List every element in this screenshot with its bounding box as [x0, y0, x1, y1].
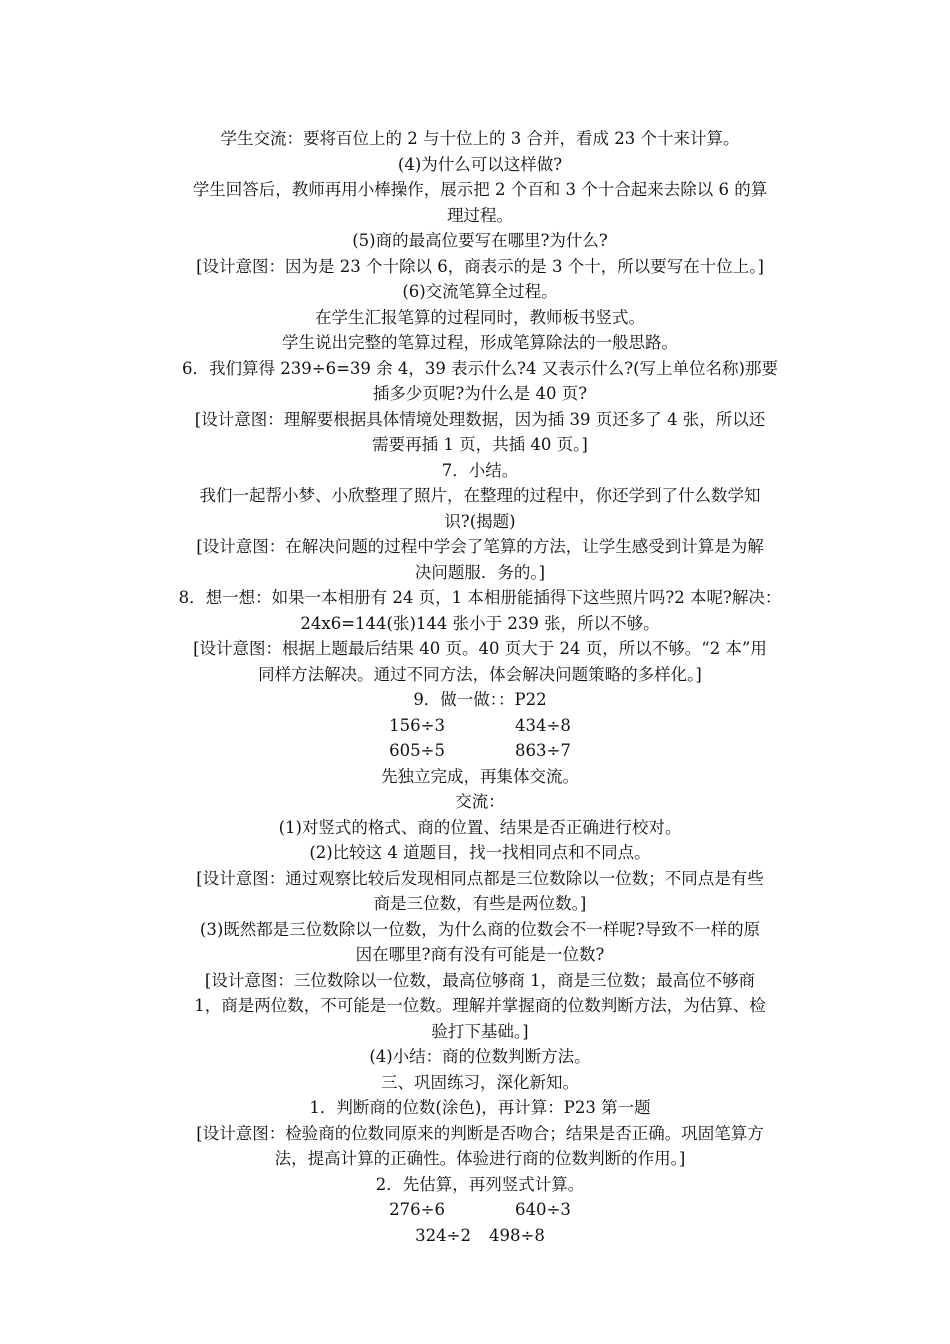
text-line: 学生回答后，教师再用小棒操作，展示把 2 个百和 3 个十合起来去除以 6 的算: [192, 180, 768, 199]
text-line: (2)比较这 4 道题目，找一找相同点和不同点。: [309, 843, 651, 862]
design-intent-line: 需要再插 1 页，共插 40 页。]: [372, 435, 588, 454]
exercise-row: [140, 738, 820, 764]
design-intent-line: 验打下基础。]: [431, 1021, 529, 1041]
exercise-item: 156÷3: [389, 715, 445, 735]
text-line: 在学生汇报笔算的过程同时，教师板书竖式。: [315, 307, 645, 327]
exercise-item: 640÷3: [515, 1200, 571, 1219]
design-intent-line: [设计意图：在解决问题的过程中学会了笔算的方法，让学生感受到计算是为解: [196, 537, 764, 556]
text-line: 识?(揭题): [444, 511, 516, 531]
exercise-item: 498÷8: [489, 1225, 545, 1245]
design-intent-line: [设计意图：通过观察比较后发现相同点都是三位数除以一位数；不同点是有些: [196, 868, 764, 888]
design-intent-line: 同样方法解决。通过不同方法，体会解决问题策略的多样化。]: [258, 664, 702, 684]
text-line: 因在哪里?商有没有可能是一位数?: [355, 945, 605, 964]
exercise-item: 434÷8: [515, 715, 571, 735]
section-heading: 9．做一做：：P22: [413, 690, 547, 709]
exercise-row: [140, 1223, 820, 1249]
text-line: 学生交流：要将百位上的 2 与十位上的 3 合并，看成 23 个十来计算。: [220, 129, 740, 148]
design-intent-line: 决问题服．务的。]: [414, 562, 546, 582]
section-heading: 三、巩固练习，深化新知。: [381, 1072, 579, 1092]
text-line: 8．想一想：如果一本相册有 24 页，1 本相册能插得下这些照片吗?2 本呢?解决：: [178, 588, 782, 607]
text-line: 我们一起帮小梦、小欣整理了照片，在整理的过程中，你还学到了什么数学知: [199, 486, 761, 505]
exercise-item: 605÷5: [389, 741, 445, 760]
text-line: (1)对竖式的格式、商的位置、结果是否正确进行校对。: [278, 817, 682, 837]
section-heading: 7．小结。: [441, 460, 519, 480]
text-line: 先独立完成，再集体交流。: [381, 766, 579, 786]
document-body: [140, 126, 820, 1248]
design-intent-line: [设计意图：因为是 23 个十除以 6，商表示的是 3 个十，所以要写在十位上。]: [196, 256, 764, 276]
text-line: 1．判断商的位数(涂色)，再计算：P23 第一题: [309, 1098, 651, 1117]
design-intent-line: 商是三位数，有些是两位数。]: [373, 894, 587, 913]
exercise-item: 863÷7: [515, 741, 571, 760]
design-intent-line: 法，提高计算的正确性。体验进行商的位数判断的作用。]: [274, 1149, 686, 1168]
text-line: (6)交流笔算全过程。: [402, 282, 558, 301]
text-line: 插多少页呢?为什么是 40 页?: [372, 384, 588, 403]
text-line: (5)商的最高位要写在哪里?为什么?: [352, 231, 608, 250]
design-intent-line: [设计意图：根据上题最后结果 40 页。40 页大于 24 页，所以不够。“2 本”用: [193, 639, 767, 658]
text-line: 6．我们算得 239÷6=39 余 4，39 表示什么?4 又表示什么?(写上单位名称)那要: [182, 358, 778, 378]
text-line: (4)为什么可以这样做?: [397, 154, 563, 174]
design-intent-line: [设计意图：理解要根据具体情境处理数据，因为插 39 页还多了 4 张，所以还: [194, 409, 766, 429]
exercise-item: 324÷2: [415, 1225, 471, 1245]
text-line: 理过程。: [447, 205, 513, 225]
text-line: 2．先估算，再列竖式计算。: [375, 1174, 585, 1194]
design-intent-line: [设计意图：三位数除以一位数，最高位够商 1，商是三位数；最高位不够商: [204, 970, 756, 990]
exercise-row: [140, 713, 820, 739]
text-line: (3)既然都是三位数除以一位数，为什么商的位数会不一样呢?导致不一样的原: [199, 919, 761, 939]
text-line: 24x6=144(张)144 张小于 239 张，所以不够。: [300, 613, 660, 633]
text-line: 学生说出完整的笔算过程，形成笔算除法的一般思路。: [282, 333, 678, 352]
text-line: 交流：: [455, 792, 505, 811]
design-intent-line: [设计意图：检验商的位数同原来的判断是否吻合；结果是否正确。巩固笔算方: [196, 1123, 764, 1143]
exercise-row: [140, 1197, 820, 1223]
exercise-item: 276÷6: [389, 1200, 445, 1219]
design-intent-line: 1，商是两位数，不可能是一位数。理解并掌握商的位数判断方法，为估算、检: [194, 996, 766, 1015]
text-line: (4)小结：商的位数判断方法。: [369, 1047, 591, 1066]
